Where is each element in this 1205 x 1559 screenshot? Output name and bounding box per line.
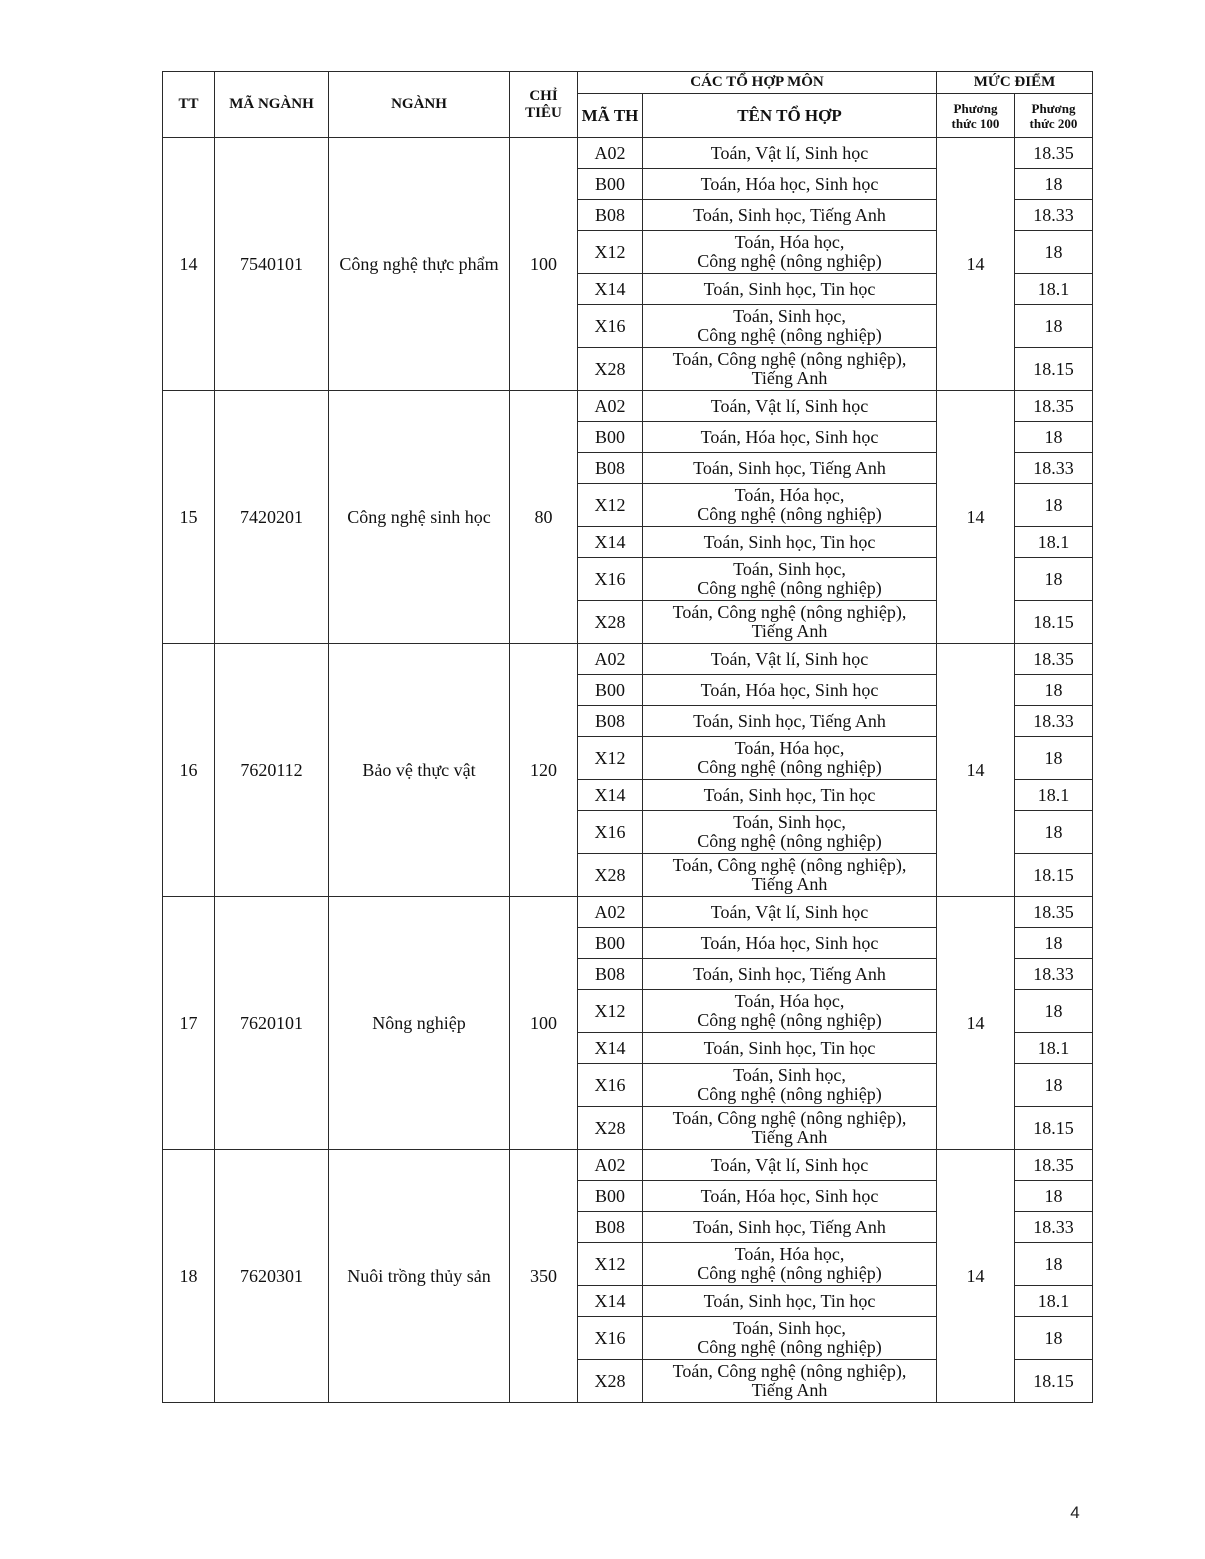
combo-name-line: Tiếng Anh <box>751 368 828 388</box>
combo-code: X12 <box>578 1243 643 1286</box>
combo-name <box>643 1150 937 1181</box>
score-pt200: 18 <box>1015 990 1093 1033</box>
combo-name <box>643 990 937 1033</box>
combo-name-line: Tiếng Anh <box>751 874 828 894</box>
combo-code: X12 <box>578 737 643 780</box>
combo-name-line: Toán, Sinh học, Tin học <box>703 1037 876 1058</box>
program-name: Nuôi trồng thủy sản <box>329 1150 510 1403</box>
combo-code: X16 <box>578 1317 643 1360</box>
header-cac-to-hop-mon: CÁC TỔ HỢP MÔN <box>578 72 937 94</box>
combo-code: X28 <box>578 1360 643 1403</box>
score-pt200: 18.1 <box>1015 1286 1093 1317</box>
score-pt200: 18 <box>1015 558 1093 601</box>
score-pt200: 18 <box>1015 1064 1093 1107</box>
score-pt200: 18.33 <box>1015 959 1093 990</box>
combo-name <box>643 138 937 169</box>
combo-name-line: Toán, Sinh học, Tin học <box>703 784 876 805</box>
score-pt200: 18.15 <box>1015 348 1093 391</box>
combo-code: B00 <box>578 169 643 200</box>
combo-code: A02 <box>578 138 643 169</box>
combo-name-line: Toán, Công nghệ (nông nghiệp), <box>672 1108 907 1128</box>
combo-code: A02 <box>578 644 643 675</box>
header-muc-diem: MỨC ĐIỂM <box>937 72 1093 94</box>
combo-name <box>643 675 937 706</box>
combo-code: X14 <box>578 274 643 305</box>
admission-score-table <box>162 71 1093 1403</box>
header-phuong-thuc-200: Phương thức 200 <box>1015 94 1093 138</box>
combo-name <box>643 348 937 391</box>
combo-name-line: Toán, Sinh học, Tin học <box>703 531 876 552</box>
combo-name-line: Toán, Vật lí, Sinh học <box>710 1154 869 1175</box>
score-pt200: 18 <box>1015 169 1093 200</box>
combo-code: B00 <box>578 1181 643 1212</box>
combo-name-line: Toán, Sinh học, <box>733 559 846 579</box>
combo-name-line: Tiếng Anh <box>751 1380 828 1400</box>
score-pt200: 18 <box>1015 737 1093 780</box>
combo-code: X28 <box>578 854 643 897</box>
combo-code: X16 <box>578 558 643 601</box>
combo-code: B08 <box>578 706 643 737</box>
combo-name <box>643 1243 937 1286</box>
combo-name-line: Công nghệ (nông nghiệp) <box>697 325 882 345</box>
score-pt100: 14 <box>937 391 1015 644</box>
program-quota: 100 <box>510 897 578 1150</box>
score-pt100: 14 <box>937 644 1015 897</box>
combo-name <box>643 959 937 990</box>
combo-name-line: Toán, Sinh học, <box>733 812 846 832</box>
program-code: 7420201 <box>215 391 329 644</box>
combo-name-line: Toán, Vật lí, Sinh học <box>710 395 869 416</box>
combo-name <box>643 391 937 422</box>
program-code: 7620112 <box>215 644 329 897</box>
combo-name <box>643 737 937 780</box>
combo-name-line: Toán, Sinh học, Tiếng Anh <box>693 204 886 225</box>
combo-name <box>643 453 937 484</box>
combo-code: X16 <box>578 811 643 854</box>
combo-name-line: Toán, Hóa học, Sinh học <box>700 1185 879 1206</box>
combo-code: X14 <box>578 1286 643 1317</box>
combo-code: X12 <box>578 231 643 274</box>
combo-name <box>643 780 937 811</box>
combo-name-line: Công nghệ (nông nghiệp) <box>697 757 882 777</box>
table-row <box>163 138 1093 169</box>
combo-name-line: Toán, Hóa học, Sinh học <box>700 426 879 447</box>
combo-name-line: Công nghệ (nông nghiệp) <box>697 831 882 851</box>
combo-name <box>643 527 937 558</box>
combo-name-line: Toán, Công nghệ (nông nghiệp), <box>672 1361 907 1381</box>
score-pt200: 18 <box>1015 305 1093 348</box>
score-pt200: 18 <box>1015 422 1093 453</box>
combo-name-line: Toán, Hóa học, <box>734 485 845 505</box>
score-pt100: 14 <box>937 138 1015 391</box>
combo-code: A02 <box>578 391 643 422</box>
combo-name <box>643 601 937 644</box>
combo-name-line: Toán, Vật lí, Sinh học <box>710 142 869 163</box>
score-pt200: 18 <box>1015 811 1093 854</box>
score-pt200: 18.15 <box>1015 1360 1093 1403</box>
combo-name <box>643 928 937 959</box>
combo-code: X12 <box>578 484 643 527</box>
score-pt200: 18.33 <box>1015 706 1093 737</box>
table-row <box>163 897 1093 928</box>
combo-name-line: Tiếng Anh <box>751 1127 828 1147</box>
combo-name-line: Toán, Sinh học, <box>733 1065 846 1085</box>
program-code: 7620101 <box>215 897 329 1150</box>
program-tt: 16 <box>163 644 215 897</box>
program-name: Bảo vệ thực vật <box>329 644 510 897</box>
combo-code: B00 <box>578 675 643 706</box>
combo-name <box>643 1286 937 1317</box>
combo-name-line: Toán, Vật lí, Sinh học <box>710 901 869 922</box>
combo-name <box>643 274 937 305</box>
combo-code: X16 <box>578 1064 643 1107</box>
combo-name-line: Toán, Vật lí, Sinh học <box>710 648 869 669</box>
combo-name-line: Công nghệ (nông nghiệp) <box>697 504 882 524</box>
combo-name-line: Công nghệ (nông nghiệp) <box>697 1084 882 1104</box>
score-pt200: 18 <box>1015 1317 1093 1360</box>
score-pt200: 18.33 <box>1015 453 1093 484</box>
program-tt: 15 <box>163 391 215 644</box>
score-pt200: 18.35 <box>1015 897 1093 928</box>
score-pt200: 18.35 <box>1015 391 1093 422</box>
combo-code: B00 <box>578 928 643 959</box>
combo-code: B08 <box>578 200 643 231</box>
score-pt200: 18.35 <box>1015 138 1093 169</box>
combo-code: X28 <box>578 348 643 391</box>
combo-name <box>643 854 937 897</box>
combo-name-line: Toán, Sinh học, <box>733 306 846 326</box>
program-quota: 80 <box>510 391 578 644</box>
page-number: 4 <box>1070 1503 1080 1522</box>
combo-name <box>643 706 937 737</box>
combo-name <box>643 811 937 854</box>
score-pt100: 14 <box>937 897 1015 1150</box>
combo-name-line: Công nghệ (nông nghiệp) <box>697 1010 882 1030</box>
combo-name <box>643 422 937 453</box>
combo-name <box>643 484 937 527</box>
combo-code: X14 <box>578 780 643 811</box>
combo-name-line: Toán, Sinh học, Tiếng Anh <box>693 710 886 731</box>
score-pt200: 18.1 <box>1015 1033 1093 1064</box>
score-pt200: 18.15 <box>1015 1107 1093 1150</box>
combo-code: X12 <box>578 990 643 1033</box>
combo-name-line: Toán, Công nghệ (nông nghiệp), <box>672 602 907 622</box>
program-quota: 350 <box>510 1150 578 1403</box>
combo-name <box>643 558 937 601</box>
combo-code: B00 <box>578 422 643 453</box>
score-pt200: 18.35 <box>1015 644 1093 675</box>
program-name: Công nghệ thực phẩm <box>329 138 510 391</box>
program-code: 7620301 <box>215 1150 329 1403</box>
combo-name-line: Toán, Sinh học, <box>733 1318 846 1338</box>
combo-name <box>643 200 937 231</box>
score-pt200: 18 <box>1015 484 1093 527</box>
combo-code: B08 <box>578 453 643 484</box>
combo-code: X14 <box>578 527 643 558</box>
combo-name-line: Toán, Hóa học, <box>734 1244 845 1264</box>
combo-name-line: Công nghệ (nông nghiệp) <box>697 1337 882 1357</box>
combo-code: X14 <box>578 1033 643 1064</box>
combo-name-line: Toán, Hóa học, <box>734 738 845 758</box>
combo-name <box>643 1033 937 1064</box>
score-pt200: 18.1 <box>1015 527 1093 558</box>
header-ma-nganh: MÃ NGÀNH <box>215 72 329 138</box>
combo-name-line: Toán, Công nghệ (nông nghiệp), <box>672 349 907 369</box>
program-name: Nông nghiệp <box>329 897 510 1150</box>
header-nganh: NGÀNH <box>329 72 510 138</box>
combo-code: B08 <box>578 959 643 990</box>
combo-name <box>643 305 937 348</box>
combo-name-line: Toán, Hóa học, Sinh học <box>700 932 879 953</box>
program-code: 7540101 <box>215 138 329 391</box>
combo-name-line: Tiếng Anh <box>751 621 828 641</box>
combo-name <box>643 1064 937 1107</box>
header-chi-tieu: CHỈ TIÊU <box>510 72 578 138</box>
program-quota: 120 <box>510 644 578 897</box>
table-row <box>163 391 1093 422</box>
program-tt: 18 <box>163 1150 215 1403</box>
score-pt200: 18.33 <box>1015 200 1093 231</box>
combo-name-line: Toán, Sinh học, Tin học <box>703 1290 876 1311</box>
header-ma-th: MÃ TH <box>578 94 643 138</box>
combo-name-line: Toán, Sinh học, Tiếng Anh <box>693 1216 886 1237</box>
score-pt200: 18.33 <box>1015 1212 1093 1243</box>
header-phuong-thuc-100: Phương thức 100 <box>937 94 1015 138</box>
combo-name <box>643 1181 937 1212</box>
score-pt100: 14 <box>937 1150 1015 1403</box>
combo-name-line: Công nghệ (nông nghiệp) <box>697 251 882 271</box>
table-body <box>163 138 1093 1403</box>
combo-name <box>643 1317 937 1360</box>
combo-name <box>643 897 937 928</box>
score-pt200: 18.35 <box>1015 1150 1093 1181</box>
combo-name-line: Toán, Hóa học, <box>734 991 845 1011</box>
combo-name-line: Công nghệ (nông nghiệp) <box>697 578 882 598</box>
combo-name <box>643 1212 937 1243</box>
score-pt200: 18.1 <box>1015 780 1093 811</box>
combo-name-line: Toán, Sinh học, Tiếng Anh <box>693 457 886 478</box>
combo-code: X28 <box>578 601 643 644</box>
combo-name-line: Toán, Hóa học, Sinh học <box>700 173 879 194</box>
score-pt200: 18.15 <box>1015 854 1093 897</box>
combo-code: X28 <box>578 1107 643 1150</box>
combo-name-line: Toán, Hóa học, <box>734 232 845 252</box>
score-pt200: 18 <box>1015 1243 1093 1286</box>
program-tt: 17 <box>163 897 215 1150</box>
combo-name <box>643 1360 937 1403</box>
program-quota: 100 <box>510 138 578 391</box>
combo-name <box>643 169 937 200</box>
combo-name <box>643 1107 937 1150</box>
score-pt200: 18 <box>1015 1181 1093 1212</box>
combo-name-line: Công nghệ (nông nghiệp) <box>697 1263 882 1283</box>
combo-code: A02 <box>578 897 643 928</box>
score-pt200: 18.1 <box>1015 274 1093 305</box>
combo-code: B08 <box>578 1212 643 1243</box>
score-pt200: 18 <box>1015 928 1093 959</box>
header-tt: TT <box>163 72 215 138</box>
table-row <box>163 1150 1093 1181</box>
combo-name-line: Toán, Sinh học, Tiếng Anh <box>693 963 886 984</box>
score-pt200: 18 <box>1015 675 1093 706</box>
combo-name <box>643 644 937 675</box>
score-pt200: 18 <box>1015 231 1093 274</box>
combo-name-line: Toán, Công nghệ (nông nghiệp), <box>672 855 907 875</box>
combo-code: X16 <box>578 305 643 348</box>
header-ten-to-hop: TÊN TỔ HỢP <box>643 94 937 138</box>
program-tt: 14 <box>163 138 215 391</box>
score-pt200: 18.15 <box>1015 601 1093 644</box>
table-row <box>163 644 1093 675</box>
program-name: Công nghệ sinh học <box>329 391 510 644</box>
combo-name <box>643 231 937 274</box>
combo-name-line: Toán, Hóa học, Sinh học <box>700 679 879 700</box>
combo-name-line: Toán, Sinh học, Tin học <box>703 278 876 299</box>
combo-code: A02 <box>578 1150 643 1181</box>
